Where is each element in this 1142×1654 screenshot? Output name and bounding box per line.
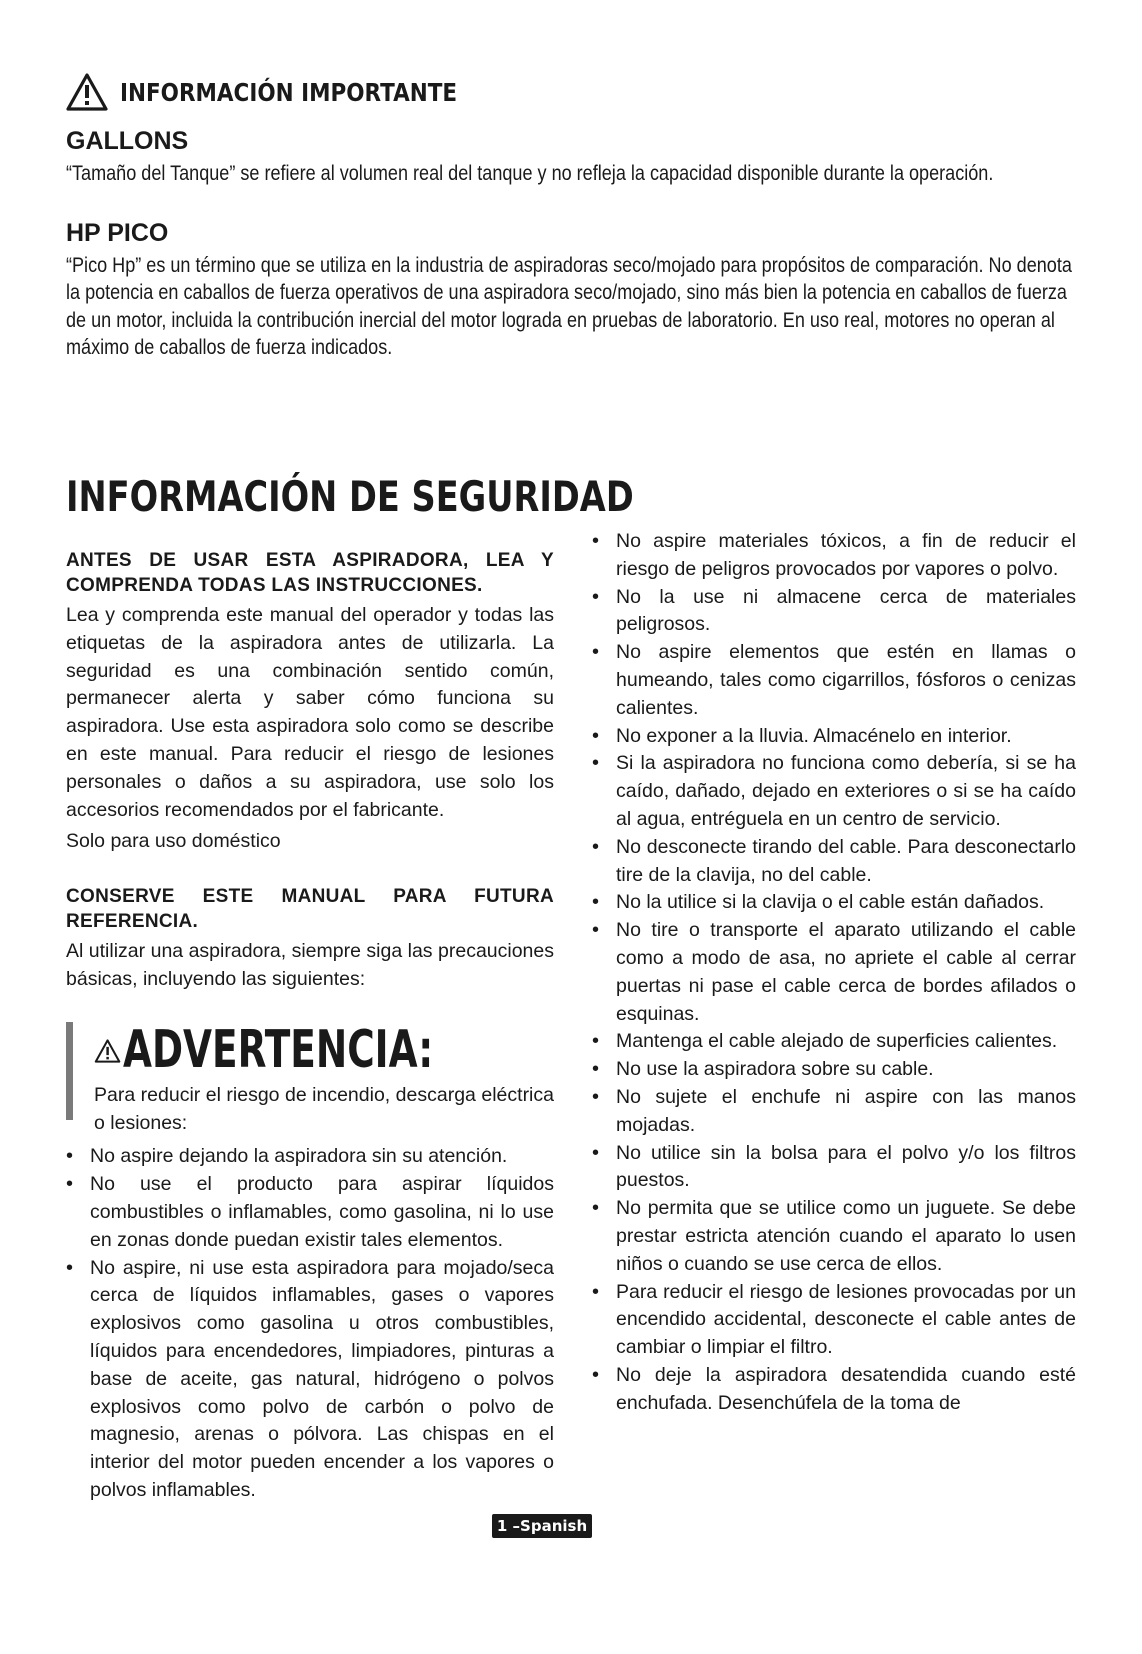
list-item: • No deje la aspiradora desatendida cuando esté enchufada. Desenchúfela de la toma de — [592, 1362, 1076, 1418]
list-item: • No permita que se utilice como un juguete. Se debe prestar estricta atención cuando el aparato lo usen niños o cuando se use cerca de ellos. — [592, 1195, 1076, 1278]
list-item: • No tire o transporte el aparato utilizando el cable como a modo de asa, no apriete el cable al cerrar puertas ni pase el cable cerca de bordes afilados o esquinas. — [592, 917, 1076, 1028]
warning-side-bar — [66, 1022, 73, 1120]
list-item: • No aspire elementos que estén en llamas o humeando, tales como cigarrillos, fósforos o cenizas calientes. — [592, 639, 1076, 722]
hp-pico-text: “Pico Hp” es un término que se utiliza en la industria de aspiradoras seco/mojado para propósitos de comparación. No denota la potencia en caballos de fuerza operativos de una aspiradora seco/mojado, sino más bien la potencia en caballos de fuerza de un motor, incluida la contribución inercial del motor lograda en pruebas de laboratorio. En uso real, motores no operan al máximo de caballos de fuerza indicados. — [66, 253, 1072, 359]
list-item: • No desconecte tirando del cable. Para desconectarlo tire de la clavija, no del cable. — [592, 834, 1076, 890]
warning-block — [66, 1019, 554, 1138]
list-item: • No la use ni almacene cerca de materiales peligrosos. — [592, 584, 1076, 640]
list-item: • No exponer a la lluvia. Almacénelo en interior. — [592, 723, 1076, 751]
gallons-heading: GALLONS — [66, 127, 189, 155]
list-item: • Para reducir el riesgo de lesiones provocadas por un encendido accidental, desconecte el cable antes de cambiar o limpiar el filtro. — [592, 1279, 1076, 1362]
gallons-text: “Tamaño del Tanque” se refiere al volumen real del tanque y no refleja la capacidad disponible durante la operación. — [66, 162, 994, 185]
list-item: • Si la aspiradora no funciona como debería, si se ha caído, dañado, dejado en exteriores o si se ha caído al agua, entréguela en un centro de servicio. — [592, 750, 1076, 833]
list-item: • No use el producto para aspirar líquidos combustibles o inflamables, como gasolina, ni lo use en zonas donde puedan existir tales elementos. — [66, 1171, 554, 1254]
read-instructions-heading: ANTES DE USAR ESTA ASPIRADORA, LEA Y COMPRENDA TODAS LAS INSTRUCCIONES. — [66, 550, 554, 596]
safety-section-title: INFORMACIÓN DE SEGURIDAD — [66, 472, 634, 521]
list-item: • No sujete el enchufe ni aspire con las manos mojadas. — [592, 1084, 1076, 1140]
keep-manual-heading: CONSERVE ESTE MANUAL PARA FUTURA REFERENCIA. — [66, 886, 554, 933]
list-item: • Mantenga el cable alejado de superficies calientes. — [592, 1028, 1076, 1056]
warning-text: Para reducir el riesgo de incendio, descarga eléctrica o lesiones: — [94, 1083, 554, 1134]
right-bullet-list — [592, 528, 1076, 1418]
warning-header — [94, 1019, 554, 1080]
right-column — [592, 530, 1076, 1418]
important-info-title: INFORMACIÓN IMPORTANTE — [120, 77, 458, 107]
important-info-header — [66, 70, 1086, 114]
list-item: • No aspire, ni use esta aspiradora para mojado/seca cerca de líquidos inflamables, gases o vapores explosivos como gasolina u otros combustibles, líquidos para encendedores, limpiadores, pinturas a base de aceite, gas natural, hidrógeno o polvos explosivos como polvo de carbón o polvo de magnesio, arenas o pólvora. Las chispas en el interior del motor pueden encender a los vapores o polvos inflamables. — [66, 1255, 554, 1505]
left-column — [66, 548, 554, 1505]
list-item: • No use la aspiradora sobre su cable. — [592, 1056, 1076, 1084]
warning-title: ADVERTENCIA: — [123, 1019, 434, 1080]
page-number-badge: 1 –Spanish — [492, 1514, 592, 1538]
left-bullet-list — [66, 1143, 554, 1504]
read-instructions-text: Lea y comprenda este manual del operador y todas las etiquetas de la aspiradora antes de utilizarla. La seguridad es una combinación sentido común, permanecer alerta y saber cómo funciona su aspiradora. Use esta aspiradora solo como se describe en este manual. Para reducir el riesgo de lesiones personales o daños a su aspiradora, use solo los accesorios recomendados por el fabricante. — [66, 604, 554, 821]
warning-triangle-icon — [66, 73, 108, 111]
domestic-use-text: Solo para uso doméstico — [66, 830, 281, 853]
important-info-section — [66, 70, 1086, 362]
warning-triangle-icon — [94, 1030, 121, 1072]
list-item: • No aspire materiales tóxicos, a fin de reducir el riesgo de peligros provocados por vapores o polvo. — [592, 528, 1076, 584]
keep-manual-text: Al utilizar una aspiradora, siempre siga las precauciones básicas, incluyendo las siguientes: — [66, 940, 554, 990]
list-item: • No aspire dejando la aspiradora sin su atención. — [66, 1143, 554, 1171]
list-item: • No utilice sin la bolsa para el polvo y/o los filtros puestos. — [592, 1140, 1076, 1196]
list-item: • No la utilice si la clavija o el cable están dañados. — [592, 889, 1076, 917]
hp-pico-heading: HP PICO — [66, 218, 169, 247]
